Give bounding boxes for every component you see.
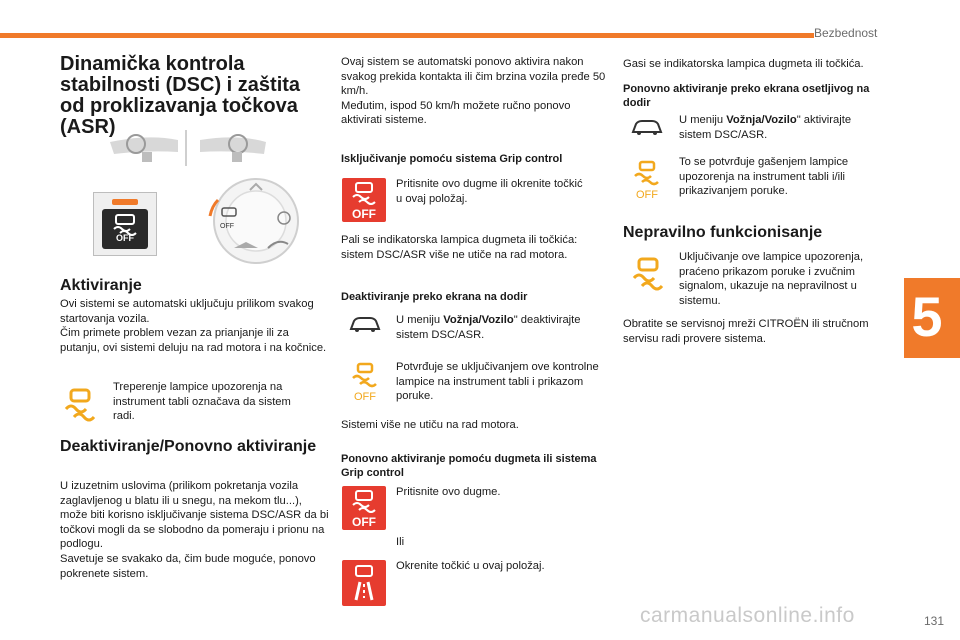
heading-touchscreen-on: Ponovno aktiviranje preko ekrana osetljivog na dodir (623, 83, 870, 109)
svg-text:OFF: OFF (220, 223, 234, 230)
header-accent-bar (0, 33, 814, 38)
text-press-this: Pritisnite ovo dugme. (396, 486, 501, 498)
text-lamp-off: Gasi se indikatorska lampica dugmeta ili točkića. (623, 58, 864, 70)
svg-text:OFF: OFF (352, 207, 376, 221)
text-confirm-off: To se potvrđuje gašenjem lampice upozorenja na instrument tabli i/ili prikazivanjem poruke. (679, 156, 849, 198)
road-mode-red-icon (342, 560, 386, 606)
dsc-off-button-illustration (93, 192, 157, 256)
heading-activation: Aktiviranje (60, 277, 142, 294)
text-confirm-deactivation: Potvrđuje se uključivanjem ove kontrolne lampice na instrument tabli i prikazom poruke. (396, 361, 599, 403)
dsc-off-red-icon-2 (342, 486, 386, 530)
text-auto-reactivation: Ovaj sistem se automatski ponovo aktivira nakon svakog prekida kontakta ili čim brzina vozila pređe 50 km/h. Međutim, ispod 50 km/h možete ručno ponovo aktivirati sisteme. (341, 56, 606, 127)
svg-text:OFF: OFF (354, 391, 376, 402)
heading-reactivation-button: Ponovno aktiviranje pomoću dugmeta ili sistema Grip control (341, 453, 597, 479)
watermark: carmanualsonline.info (640, 604, 855, 627)
page-number: 131 (923, 614, 944, 628)
text-deactivation: U izuzetnim uslovima (prilikom pokretanja vozila zaglavljenog u blatu ili u snegu, na mekom tlu...), može biti korisno isključivanje sistema DSC/ASR da bi točkovi mogli da se slobodno da pomeraju i prionu na podlogu. Savetuje se svakako da, čim bude moguće, ponovo pokrenete sistem. (60, 480, 329, 580)
svg-text:OFF: OFF (352, 515, 376, 529)
heading-malfunction: Nepravilno funkcionisanje (623, 224, 823, 241)
car-menu-icon-2 (630, 118, 664, 138)
stability-warning-icon (62, 387, 98, 423)
chapter-number: 5 (911, 285, 943, 348)
text-malfunction: Uključivanje ove lampice upozorenja, praćeno prikazom poruke i zvučnim signalom, ukazuje na nepravilnost u sistemu. (679, 251, 864, 307)
text-menu-deactivate: U meniju Vožnja/Vozilo" deaktivirajte sistem DSC/ASR. (396, 314, 581, 341)
heading-touchscreen-off: Deaktiviranje preko ekrana na dodir (341, 291, 528, 303)
stability-off-warning-icon-2 (630, 160, 664, 200)
grip-control-dial (206, 176, 306, 266)
stability-malfunction-icon (630, 256, 666, 292)
text-lamp-on: Pali se indikatorska lampica dugmeta ili točkića: sistem DSC/ASR više ne utiče na rad motora. (341, 234, 578, 261)
text-blinking: Treperenje lampice upozorenja na instrument tabli označava da sistem radi. (113, 381, 291, 423)
heading-grip-off: Isključivanje pomoću sistema Grip control (341, 153, 563, 165)
text-press-button: Pritisnite ovo dugme ili okrenite točkić u ovaj položaj. (396, 178, 583, 205)
text-turn-dial: Okrenite točkić u ovaj položaj. (396, 560, 545, 572)
text-service: Obratite se servisnoj mreži CITROËN ili stručnom servisu radi provere sistema. (623, 318, 869, 345)
text-menu-activate: U meniju Vožnja/Vozilo" aktivirajte sistem DSC/ASR. (679, 114, 852, 141)
svg-text:OFF: OFF (636, 189, 658, 200)
text-activation: Ovi sistemi se automatski uključuju prilikom svakog startovanja vozila. Čim primete problem vezan za prianjanje ili za putanju, ovi sistemi deluju na rad motora i na kočnice. (60, 298, 327, 354)
text-or: Ili (396, 536, 405, 548)
stability-off-warning-icon (348, 362, 382, 402)
section-title: Bezbednost (814, 26, 878, 40)
car-menu-icon (348, 315, 382, 335)
off-label: OFF (116, 233, 134, 243)
text-no-engine-effect: Sistemi više ne utiču na rad motora. (341, 419, 519, 431)
page-title: Dinamička kontrola stabilnosti (DSC) i zaštita od proklizavanja točkova (ASR) (60, 53, 301, 138)
heading-deactivation: Deaktiviranje/Ponovno aktiviranje (60, 438, 317, 455)
steering-wheel-illustration (108, 130, 328, 170)
dsc-off-red-icon (342, 178, 386, 222)
